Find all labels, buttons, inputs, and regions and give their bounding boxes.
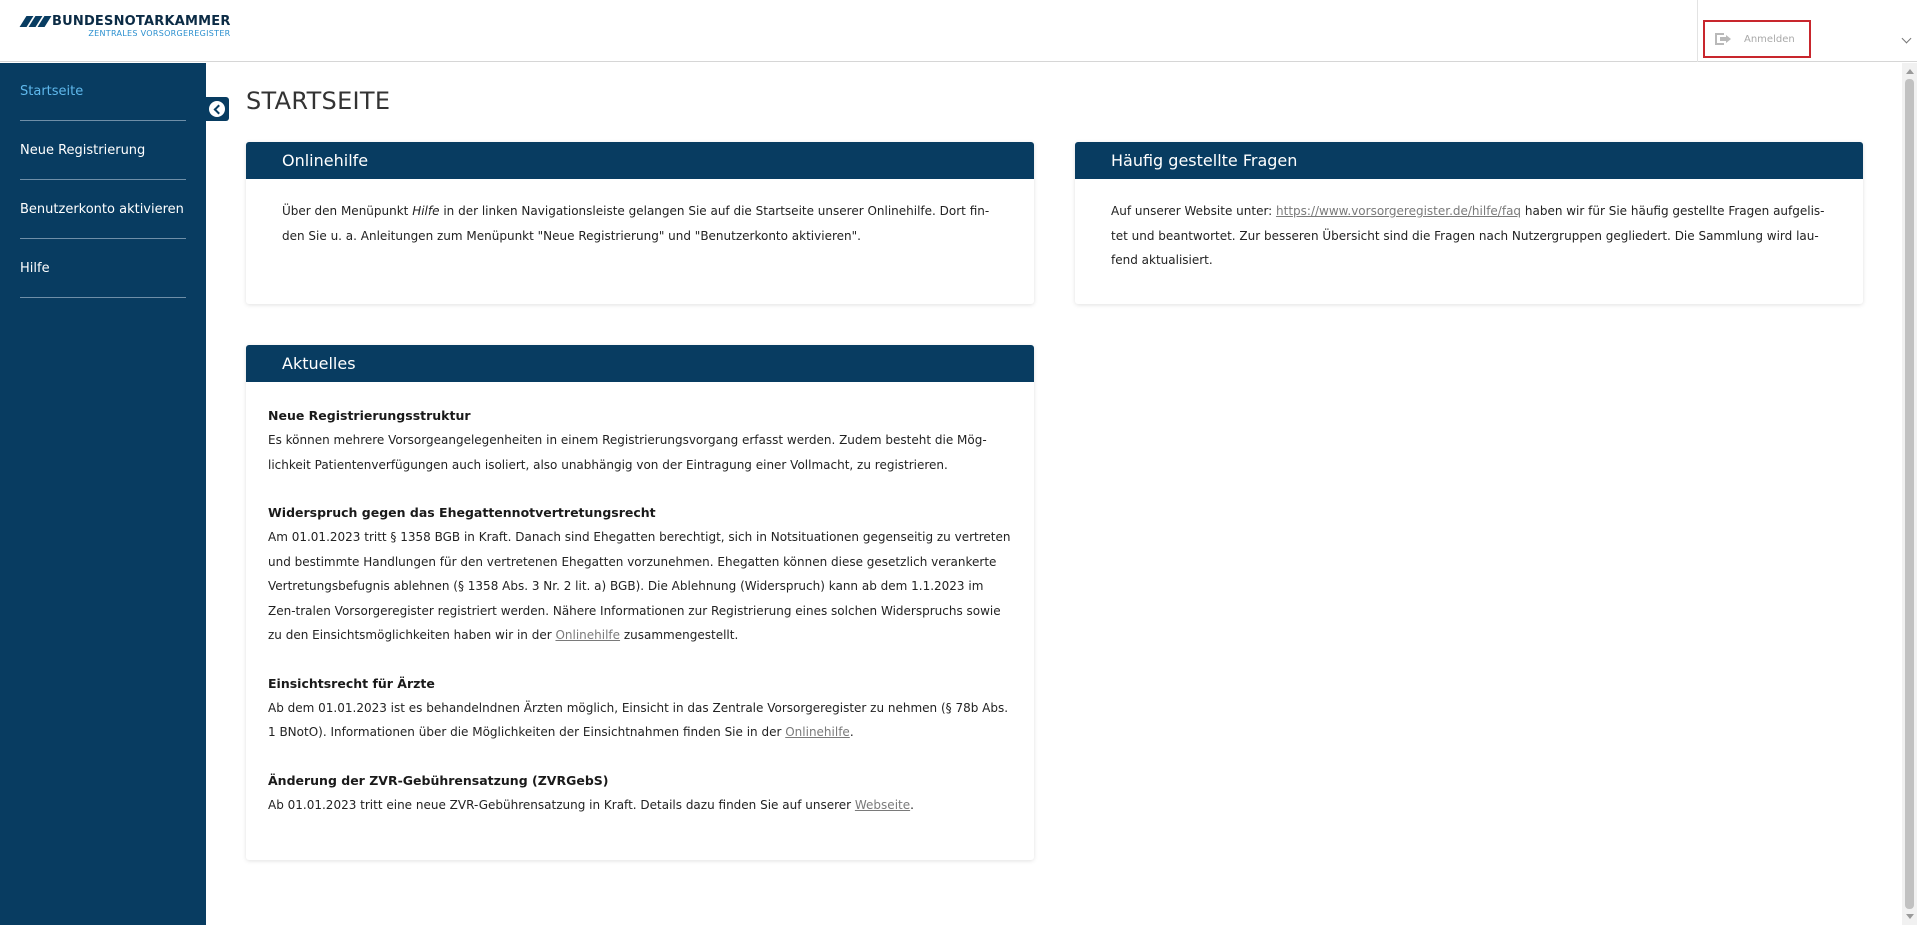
news-item bbox=[268, 672, 1012, 745]
faq-card bbox=[1075, 142, 1863, 304]
sidebar-item-hilfe[interactable] bbox=[20, 240, 186, 298]
news-text: . bbox=[849, 725, 854, 739]
card-text: in der linken Navigationsleiste gelangen Sie auf die Startseite unserer Onlinehilfe. Dort fin-den Sie u. a. Anleitungen zum Menüpunkt "Neue Registrierung" und "Benutzerkonto aktivieren". bbox=[282, 204, 990, 243]
card-body bbox=[246, 179, 1034, 248]
news-text: Ab dem 01.01.2023 ist es behandelndnen Ärzten möglich, Einsicht in das Zentrale Vorsorgeregister zu nehmen (§ 78b Abs. 1 BNotO). Informationen über die Möglichkeiten der Einsichtnahmen finden Sie in der bbox=[268, 700, 1009, 739]
news-text: . bbox=[910, 797, 914, 812]
news-text-block bbox=[268, 793, 1012, 818]
news-text: Es können mehrere Vorsorgeangelegenheiten in einem Registrierungsvorgang erfasst werden. Zudem besteht die Mög-lichkeit Patientenverfügungen auch isoliert, also unabhängig von der Eintragung einer Vollmacht, zu registrieren. bbox=[268, 433, 987, 472]
webseite-link[interactable]: Webseite bbox=[854, 797, 911, 812]
aktuelles-card bbox=[246, 345, 1034, 860]
card-title: Häufig gestellte Fragen bbox=[1075, 142, 1863, 179]
card-body bbox=[246, 382, 1034, 817]
chevron-left-icon bbox=[209, 101, 225, 117]
sidebar-item-label: Benutzerkonto aktivieren bbox=[20, 202, 184, 217]
onlinehilfe-card bbox=[246, 142, 1034, 304]
news-title: Änderung der ZVR-Gebührensatzung (ZVRGebS) bbox=[268, 772, 609, 788]
sidebar bbox=[0, 63, 206, 925]
header-user-area bbox=[1697, 0, 1917, 62]
page-title: STARTSEITE bbox=[246, 87, 391, 115]
scroll-thumb[interactable] bbox=[1905, 79, 1914, 909]
sidebar-item-label: Hilfe bbox=[20, 261, 50, 276]
sidebar-collapse-button[interactable] bbox=[205, 97, 229, 121]
news-item bbox=[268, 769, 1012, 818]
vertical-scrollbar[interactable] bbox=[1902, 63, 1917, 925]
card-title: Onlinehilfe bbox=[246, 142, 1034, 179]
logo-subtitle: ZENTRALES VORSORGEREGISTER bbox=[88, 29, 231, 38]
top-header bbox=[0, 0, 1917, 62]
scroll-up-icon[interactable] bbox=[1906, 69, 1914, 74]
scroll-down-icon[interactable] bbox=[1906, 914, 1914, 919]
news-text: Am 01.01.2023 tritt § 1358 BGB in Kraft. Danach sind Ehegatten berechtigt, sich in Notsituationen gegenseitig zu vertreten und bestimmte Handlungen für den vertretenen Ehegatten vorzunehmen. Ehegatten können diese gesetzlich verankerte Vertretungsbefugnis ablehnen (§ 1358 Abs. 3 Nr. 2 lit. a) BGB). Die Ablehnung (Widerspruch) kann ab dem 1.1.2023 im Zen-tralen Vorsorgeregister registriert werden. Nähere Informationen zur Registrierung eines solchen Widerspruchs sowie zu den Einsichtsmöglichkeiten haben wir in der bbox=[268, 530, 1011, 642]
onlinehilfe-link[interactable]: Onlinehilfe bbox=[555, 628, 621, 642]
logo-text bbox=[52, 14, 231, 39]
news-text: Ab 01.01.2023 tritt eine neue ZVR-Gebührensatzung in Kraft. Details dazu finden Sie auf unserer bbox=[268, 797, 855, 812]
logo[interactable] bbox=[20, 14, 231, 39]
sidebar-item-startseite[interactable] bbox=[20, 63, 186, 121]
login-button[interactable] bbox=[1703, 20, 1811, 58]
news-title: Neue Registrierungsstruktur bbox=[268, 408, 471, 423]
news-text-block bbox=[268, 696, 1012, 745]
news-item bbox=[268, 501, 1012, 648]
chevron-down-icon[interactable] bbox=[1902, 34, 1912, 44]
news-title: Einsichtsrecht für Ärzte bbox=[268, 675, 435, 691]
sidebar-item-label: Neue Registrierung bbox=[20, 143, 146, 158]
card-text: Über den Menüpunkt bbox=[282, 204, 413, 218]
card-text: Auf unserer Website unter: bbox=[1111, 204, 1277, 218]
login-label: Anmelden bbox=[1744, 33, 1795, 45]
news-title: Widerspruch gegen das Ehegattennotvertretungsrecht bbox=[268, 505, 656, 520]
faq-link[interactable]: https://www.vorsorgeregister.de/hilfe/faq bbox=[1276, 204, 1522, 218]
login-icon bbox=[1715, 33, 1730, 45]
logo-title: BUNDESNOTARKAMMER bbox=[52, 14, 231, 29]
sidebar-item-label: Startseite bbox=[20, 84, 84, 99]
card-title: Aktuelles bbox=[246, 345, 1034, 382]
sidebar-item-benutzerkonto-aktivieren[interactable] bbox=[20, 181, 186, 239]
card-text: haben wir für Sie häufig gestellte Fragen aufgelis-tet und beantwortet. Zur besseren Übersicht sind die Fragen nach Nutzergruppen gegliedert. Die Sammlung wird lau-fend aktualisiert. bbox=[1111, 204, 1825, 267]
sidebar-item-neue-registrierung[interactable] bbox=[20, 122, 186, 180]
logo-stripes-icon bbox=[20, 16, 50, 28]
news-text-block bbox=[268, 525, 1012, 648]
card-text-emphasis: Hilfe bbox=[412, 204, 440, 218]
card-body bbox=[1075, 179, 1863, 273]
onlinehilfe-link[interactable]: Onlinehilfe bbox=[785, 725, 850, 739]
news-item bbox=[268, 404, 1012, 477]
news-text: zusammengestellt. bbox=[620, 628, 739, 642]
